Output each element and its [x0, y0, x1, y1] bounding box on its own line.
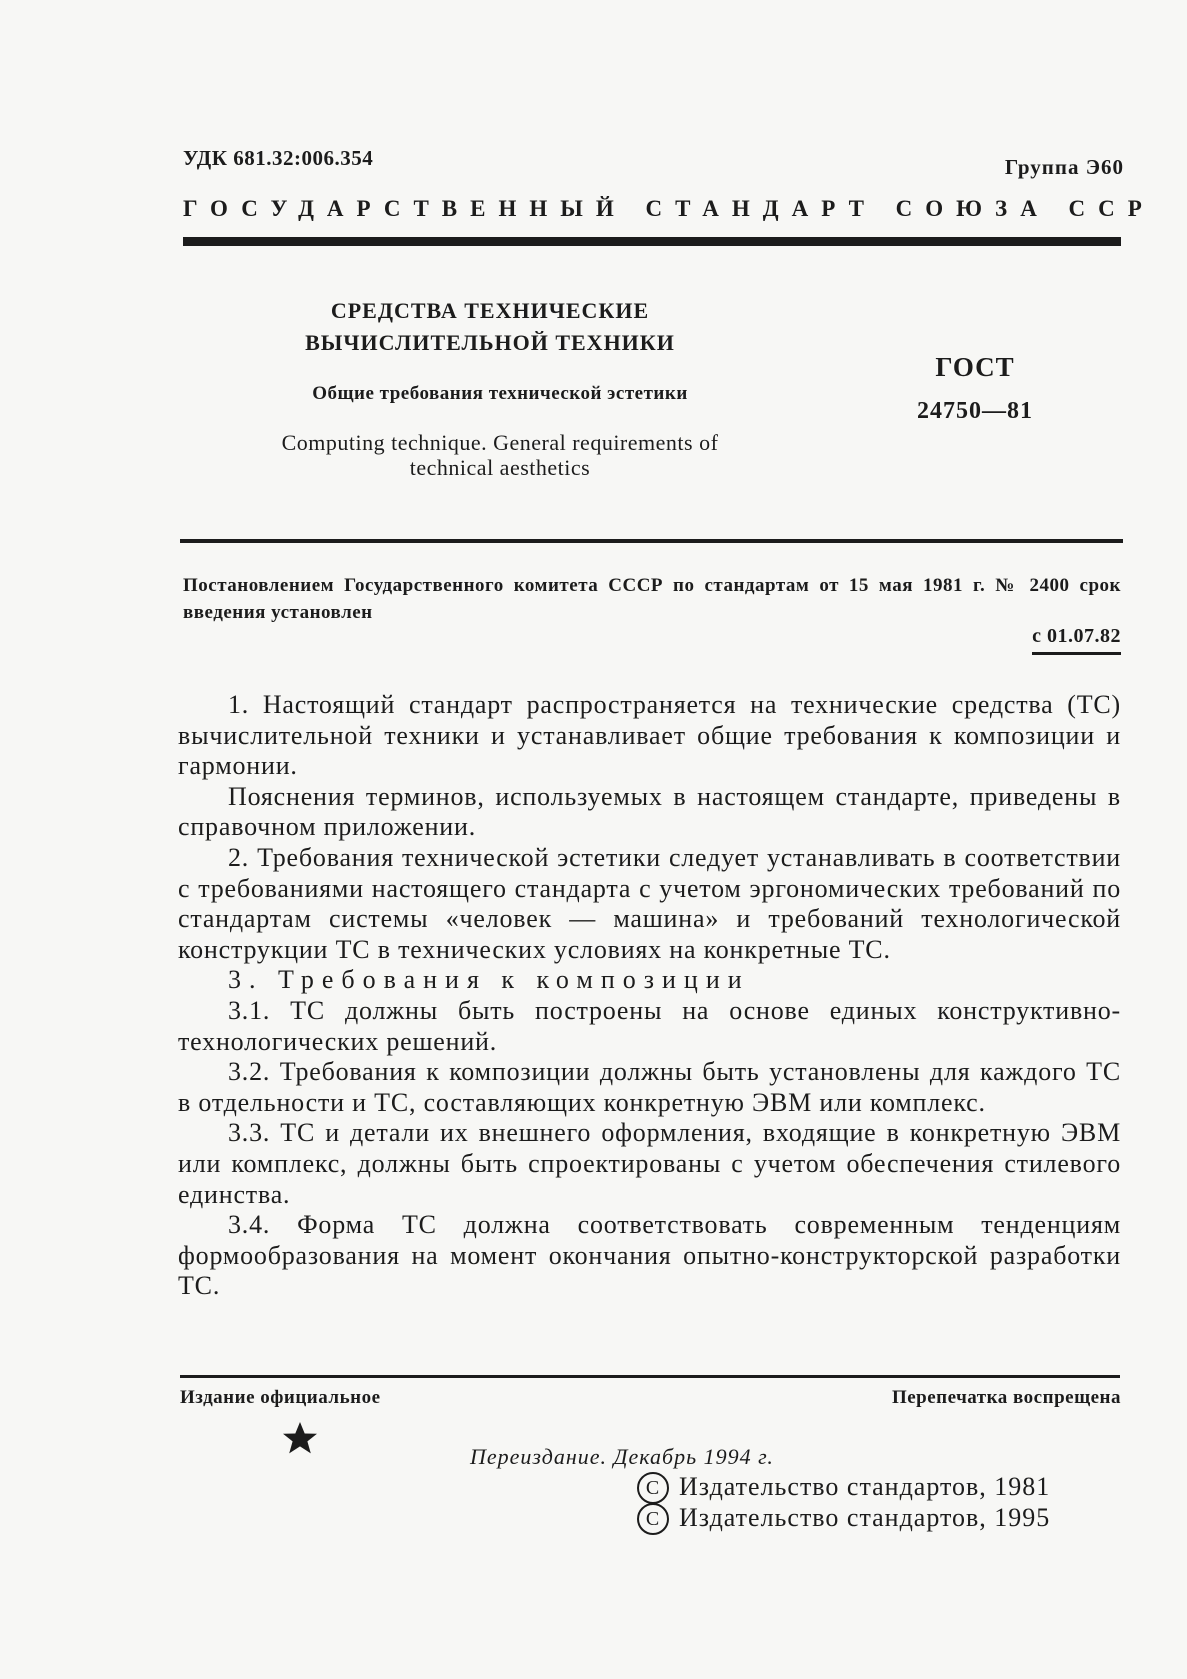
official-edition-label: Издание официальное — [180, 1387, 381, 1408]
document-body — [178, 690, 1121, 1302]
reissue-note: Переиздание. Декабрь 1994 г. — [470, 1444, 774, 1469]
section-3-heading: 3. Требования к композиции — [228, 965, 750, 995]
gost-label: ГОСТ — [935, 352, 1015, 382]
group-code: Группа Э60 — [1004, 155, 1124, 179]
header-rule — [183, 237, 1121, 246]
title-line-2: ВЫЧИСЛИТЕЛЬНОЙ ТЕХНИКИ — [305, 330, 675, 355]
state-standard-heading: ГОСУДАРСТВЕННЫЙ СТАНДАРТ СОЮЗА ССР — [183, 196, 1155, 221]
paragraph-1-note: Пояснения терминов, используемых в настоящем стандарте, приведены в справочном приложении. — [178, 781, 1121, 842]
paragraph-1: 1. Настоящий стандарт распространяется на технические средства (ТС) вычислительной техники и устанавливает общие требования к композиции и гармонии. — [178, 690, 1121, 781]
paragraph-3-3: 3.3. ТС и детали их внешнего оформления, входящие в конкретную ЭВМ или комплекс, должны быть спроектированы с учетом обеспечения стилевого единства. — [178, 1118, 1121, 1209]
title-line-1: СРЕДСТВА ТЕХНИЧЕСКИЕ — [330, 298, 650, 323]
title-rule — [180, 539, 1123, 543]
reprint-forbidden-label: Перепечатка воспрещена — [891, 1387, 1121, 1408]
copyright-1995 — [637, 1503, 1050, 1535]
copyright-icon: C — [637, 1503, 669, 1535]
effective-date: с 01.07.82 — [1032, 625, 1121, 655]
english-title — [230, 430, 770, 480]
gost-number: 24750—81 — [917, 398, 1033, 424]
copyright-1981-text: Издательство стандартов, 1981 — [679, 1472, 1051, 1501]
english-title-line-2: technical aesthetics — [409, 455, 591, 480]
decree-text: Постановлением Государственного комитета СССР по стандартам от 15 мая 1981 г. № 2400 срок введения установлен — [183, 575, 1121, 623]
copyright-1995-text: Издательство стандартов, 1995 — [679, 1503, 1051, 1532]
udk-code: УДК 681.32:006.354 — [183, 146, 374, 170]
document-subtitle: Общие требования технической эстетики — [312, 383, 688, 404]
copyright-1981 — [637, 1472, 1050, 1504]
paragraph-2: 2. Требования технической эстетики следует устанавливать в соответствии с требованиями настоящего стандарта с учетом эргономических требований по стандартам системы «человек — машина» и требований технологической конструкции ТС в технических условиях на конкретные ТС. — [178, 842, 1121, 964]
copyright-icon: C — [637, 1472, 669, 1504]
paragraph-3-1: 3.1. ТС должны быть построены на основе единых конструктивно-технологических решений. — [178, 995, 1121, 1056]
paragraph-3-4: 3.4. Форма ТС должна соответствовать современным тенденциям формообразования на момент окончания опытно-конструкторской разработки ТС. — [178, 1210, 1121, 1301]
paragraph-3-2: 3.2. Требования к композиции должны быть установлены для каждого ТС в отдельности и ТС, составляющих конкретную ЭВМ или комплекс. — [178, 1057, 1121, 1117]
document-title — [300, 295, 680, 359]
english-title-line-1: Computing technique. General requirements of — [281, 430, 719, 455]
footer-rule — [180, 1375, 1120, 1378]
star-icon — [280, 1418, 320, 1458]
